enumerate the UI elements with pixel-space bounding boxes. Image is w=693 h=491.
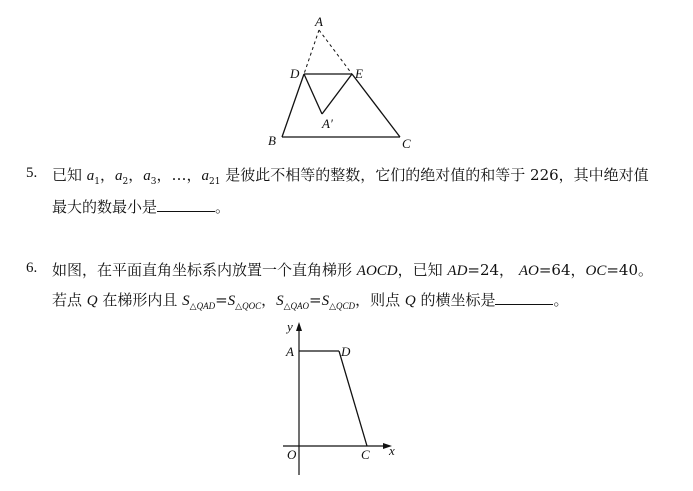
label-fig2-D: D xyxy=(341,344,351,359)
label-x: x xyxy=(389,443,395,458)
label-B: B xyxy=(268,133,276,148)
question-6-line-2-end: 。 xyxy=(553,291,569,309)
label-fig2-A: A xyxy=(286,344,294,359)
label-D: D xyxy=(290,66,300,81)
label-C: C xyxy=(402,136,411,151)
label-fig2-O: O xyxy=(287,447,297,462)
label-fig2-C: C xyxy=(361,447,370,462)
question-6-line-2: 若点 Q 在梯形内且 $S_{\triangle QAD}=S_{\triangle QOC}$，$S_{\triangle QAO}=S_{\triangle QCD}$，则点 Q 的横坐标是 。 xyxy=(52,291,569,312)
segment-DC xyxy=(339,351,367,446)
label-E: E xyxy=(355,66,363,81)
label-y: y xyxy=(287,319,293,334)
question-6-line-1: 如图，在平面直角坐标系内放置一个直角梯形 AOCD，已知 AD=24， AO=64，OC=40。 xyxy=(52,261,653,279)
question-5-number: 5. xyxy=(26,165,38,181)
question-5-line-1: 已知 $a_1$，$a_2$，$a_3$，…，$a_{21}$ 是彼此不相等的整数，它们的绝对值的和等于 226，其中绝对值 xyxy=(52,166,649,187)
label-A-prime: A′ xyxy=(322,116,333,131)
question-5-line-2-end: 。 xyxy=(215,198,231,216)
question-5-line-2-text: 最大的数最小是 xyxy=(52,198,158,216)
question-6-number: 6. xyxy=(26,260,38,276)
y-axis-arrow xyxy=(296,322,302,331)
label-A: A xyxy=(315,14,323,29)
